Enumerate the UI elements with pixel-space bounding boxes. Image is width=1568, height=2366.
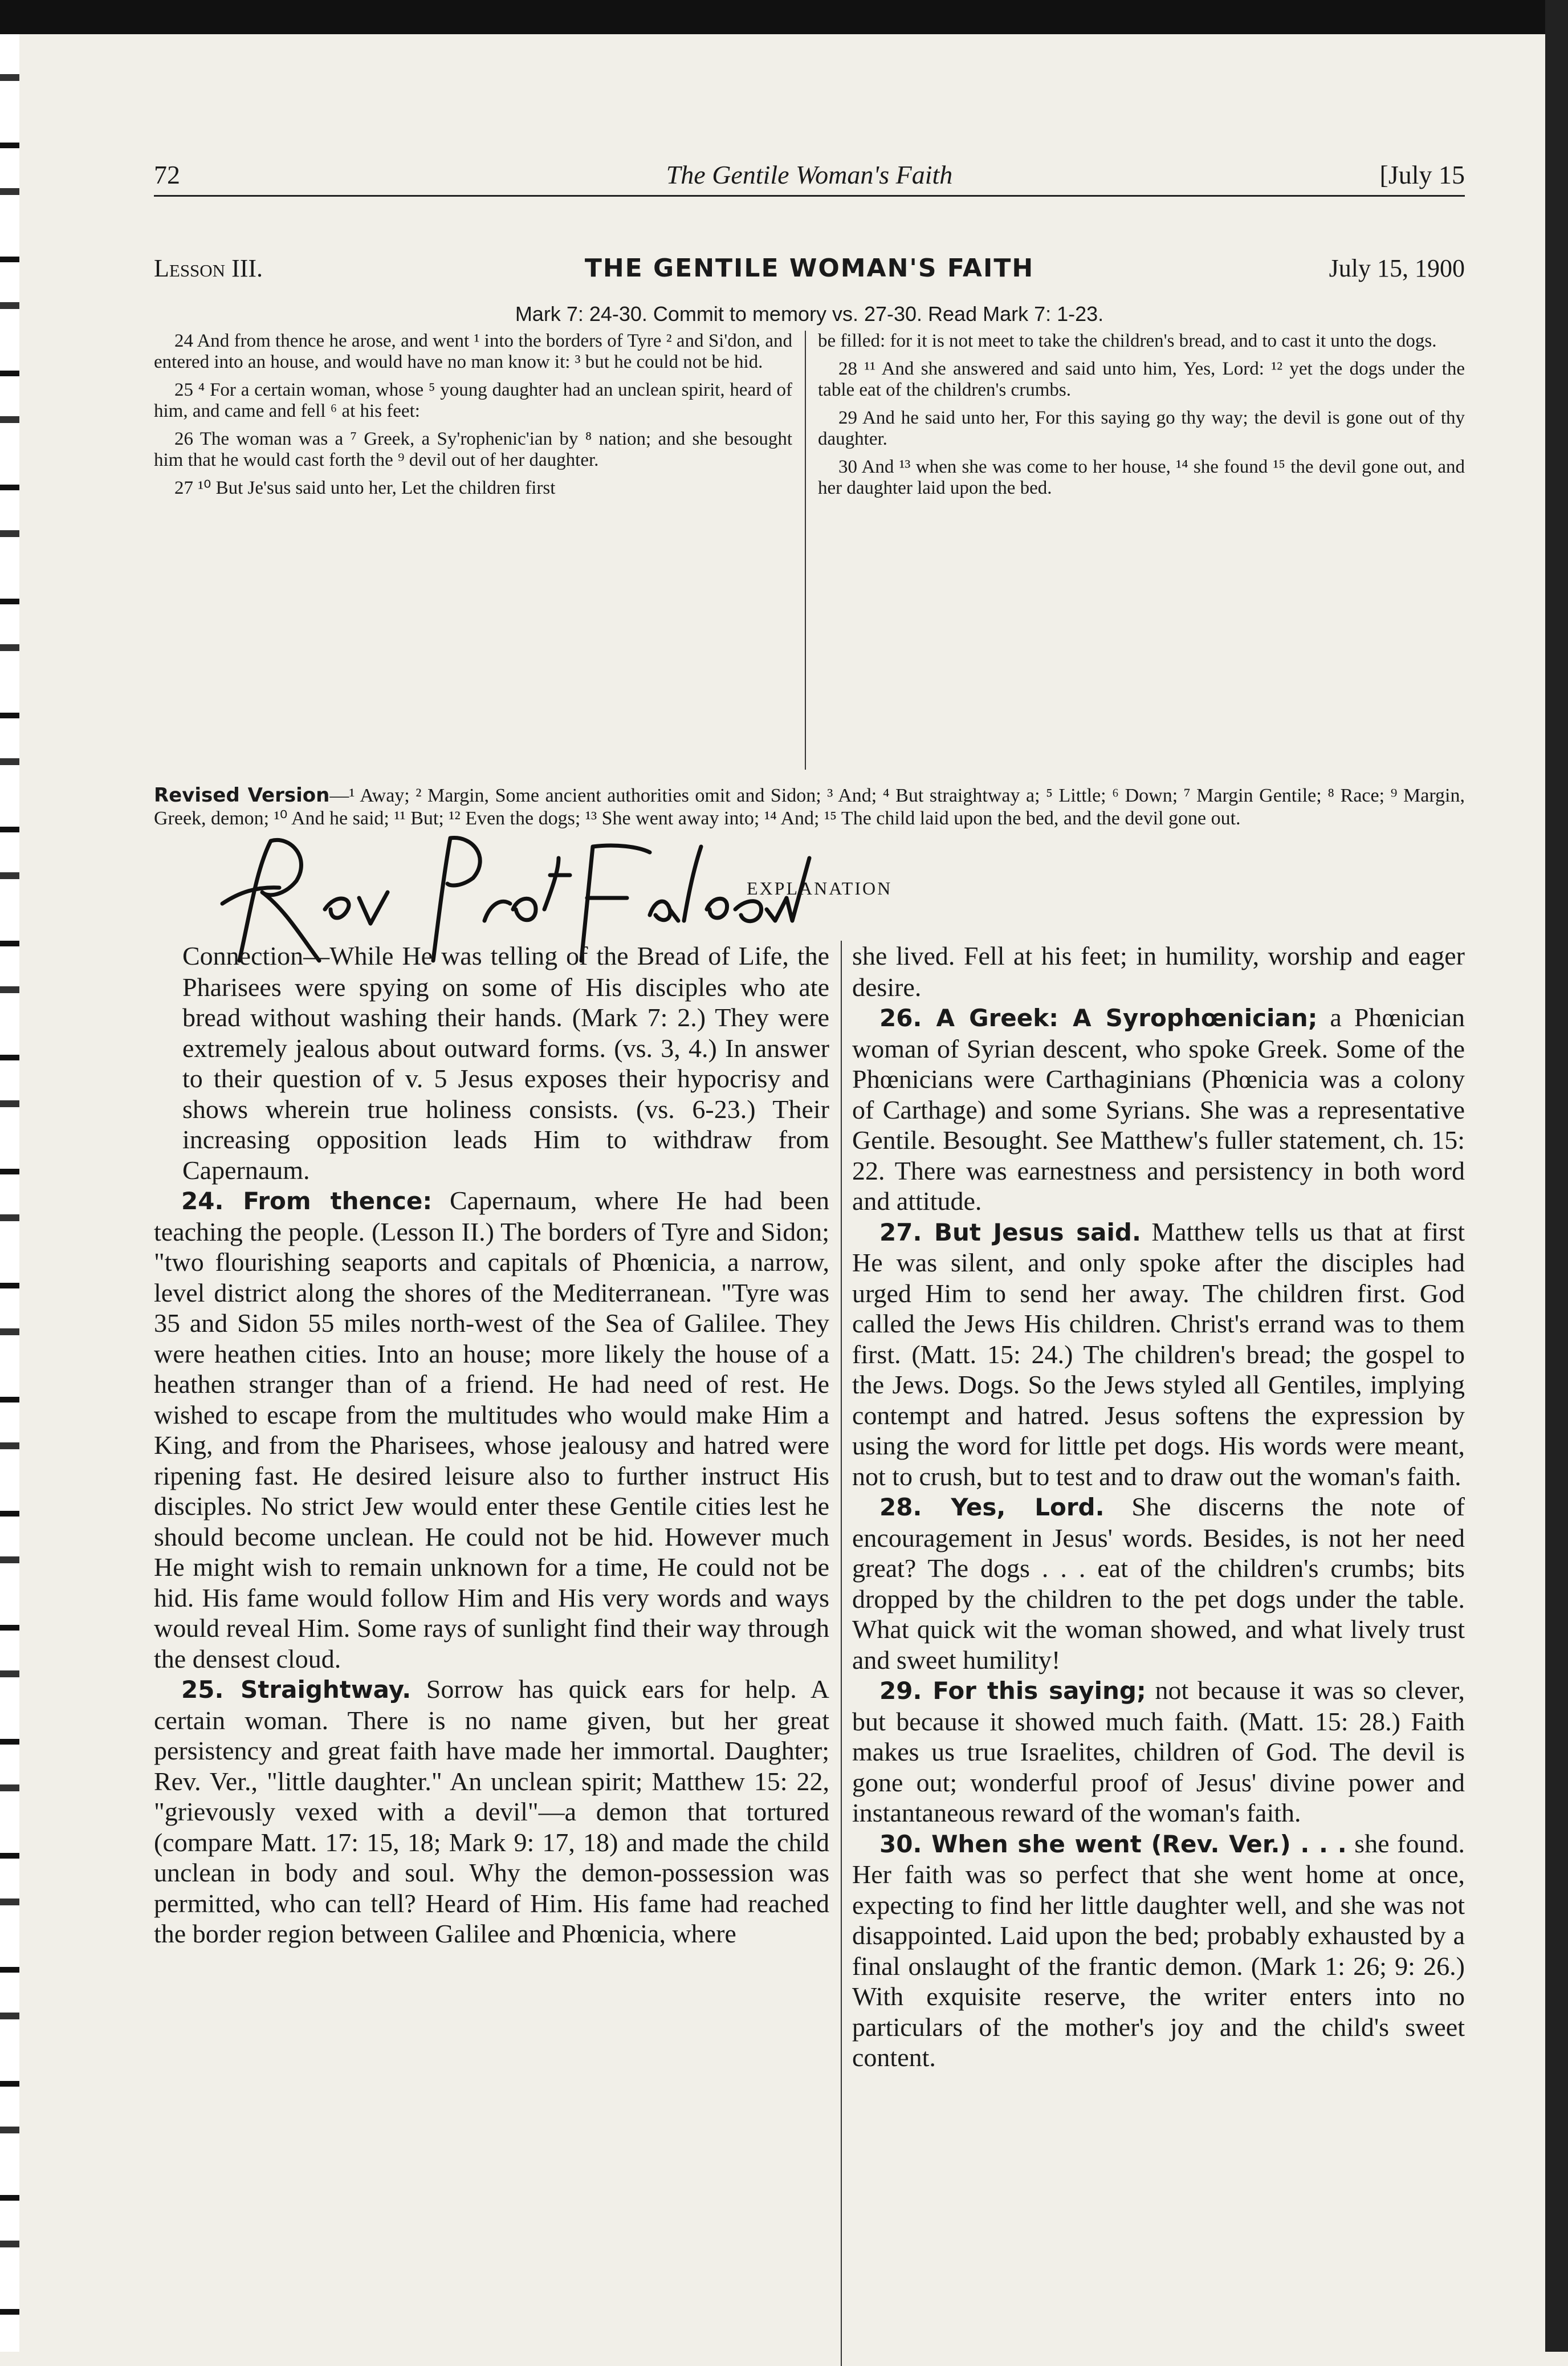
verse-29: 29 And he said unto her, For this saying go thy way; the devil is gone out of thy daughter. [818, 408, 1465, 449]
expl-verse-25-text: Sorrow has quick ears for help. A certain woman. There is no name given, but her great persistency and great faith have made her immortal. Daughter; Rev. Ver., "little daughter." An unclean spirit; Matthew 15: 22, "grievously vexed with a devil"—a demon that tortured (compare Matt. 17: 15, 18; Mark 9: 17, 18) and made the child unclean in body and soul. Why the demon-possession was permitted, who can tell? Heard of Him. His fame had reached the border region between Galilee and Phœnicia, where [154, 1674, 830, 1948]
expl-verse-24-heading: 24. From thence: [181, 1187, 433, 1215]
expl-verse-27-heading: 27. But Jesus said. [879, 1218, 1141, 1246]
lesson-date: July 15, 1900 [1329, 254, 1465, 282]
expl-verse-25 [154, 1674, 829, 1949]
expl-verse-30 [852, 1828, 1465, 2073]
expl-verse-28 [852, 1491, 1465, 1675]
verse-26: 26 The woman was a ⁷ Greek, a Sy'rophenic'ian by ⁸ nation; and she besought him that he would cast forth the ⁹ devil out of her daughter. [154, 429, 792, 470]
expl-verse-25-cont [852, 941, 1465, 1002]
verse-27-cont: be filled: for it is not meet to take the children's bread, and to cast it unto the dogs. [818, 331, 1437, 351]
page-number: 72 [154, 160, 180, 189]
verse-27: 27 ¹⁰ But Je'sus said unto her, Let the children first [174, 478, 556, 498]
expl-verse-26-heading: 26. A Greek: A Syrophœnician; [879, 1004, 1318, 1032]
running-date: [July 15 [1379, 160, 1465, 189]
expl-verse-26-text: a Phœnician woman of Syrian descent, who spoke Greek. Some of the Phœnicians were Carthaginians (Phœnicia was a colony of Carthage) and some Syrians. She was a representative Gentile. Besought. See Matthew's fuller statement, ch. 15: 22. There was earnestness and persistency in both word and attitude. [852, 1003, 1465, 1215]
explanation-right-column [852, 941, 1465, 2073]
explanation-column-divider [841, 941, 842, 2366]
expl-connection-text: Connection—While He was telling of the Bread of Life, the Pharisees were spying on some of His disciples who ate bread without washing their hands. (Mark 7: 2.) They were extremely jealous about outward forms. (vs. 3, 4.) In answer to their question of v. 5 Jesus exposes their hypocrisy and shows wherein true holiness consists. (vs. 6-23.) Their increasing opposition leads Him to withdraw from Capernaum. [182, 941, 829, 1185]
expl-verse-28-text: She discerns the note of encouragement in Jesus' words. Besides, is not her need great? The dogs . . . eat of the children's crumbs; bits dropped by the children to the pet dogs under the table. What quick wit the woman showed, and what lively trust and sweet humility! [852, 1492, 1465, 1674]
scripture-column-divider [805, 331, 806, 770]
scripture-passage [154, 331, 1465, 775]
expl-verse-26 [852, 1002, 1465, 1217]
revised-version-notes [154, 784, 1465, 830]
expl-verse-27 [852, 1217, 1465, 1492]
expl-verse-29 [852, 1675, 1465, 1828]
scan-edge-top [0, 0, 1568, 34]
scan-edge-left [0, 34, 19, 2352]
expl-connection [154, 941, 829, 1185]
expl-verse-29-heading: 29. For this saying; [879, 1677, 1146, 1705]
expl-verse-25-heading: 25. Straightway. [181, 1676, 412, 1704]
revised-version-label: Revised Version [154, 784, 330, 807]
expl-verse-30-text: she found. Her faith was so perfect that she went home at once, expecting to find her little daughter well, and she was not disappointed. Laid upon the bed; probably exhausted by a final onslaught of the frantic demon. (Mark 1: 26; 9: 26.) With exquisite reserve, the writer enters into no particulars of the mother's joy and the child's sweet content. [852, 1828, 1465, 2072]
expl-verse-25-cont-text: she lived. Fell at his feet; in humility, worship and eager desire. [852, 941, 1465, 1002]
expl-verse-30-heading: 30. When she went (Rev. Ver.) . . . [879, 1830, 1347, 1858]
lesson-number: Lesson III. [154, 254, 263, 282]
running-title: The Gentile Woman's Faith [666, 160, 953, 189]
verse-30: 30 And ¹³ when she was come to her house, ¹⁴ she found ¹⁵ the devil gone out, and her daughter laid upon the bed. [818, 457, 1465, 498]
expl-verse-28-heading: 28. Yes, Lord. [879, 1493, 1105, 1521]
scan-edge-right [1545, 0, 1568, 2352]
verse-24: 24 And from thence he arose, and went ¹ into the borders of Tyre ² and Si'don, and entered into an house, and would have no man know it: ³ but he could not be hid. [154, 331, 792, 372]
revised-version-text: —¹ Away; ² Margin, Some ancient authorities omit and Sidon; ³ And; ⁴ But straightway a; ⁵ Little; ⁶ Down; ⁷ Margin Gentile; ⁸ Race; ⁹ Margin, Greek, demon; ¹⁰ And he said; ¹¹ But; ¹² Even the dogs; ¹³ She went away into; ¹⁴ And; ¹⁵ The child laid upon the bed, and the devil gone out. [154, 785, 1465, 829]
verse-25: 25 ⁴ For a certain woman, whose ⁵ young daughter had an unclean spirit, heard of him, and came and fell ⁶ at his feet: [154, 380, 792, 421]
explanation-heading: EXPLANATION [747, 878, 893, 899]
expl-verse-29-text: not because it was so clever, but because it showed much faith. (Matt. 15: 28.) Faith makes us true Israelites, children of God. The devil is gone out; wonderful proof of Jesus' divine power and instantaneous reward of the woman's faith. [852, 1676, 1465, 1827]
explanation-left-column [154, 941, 829, 1949]
header-rule [154, 195, 1465, 197]
scripture-left-column [154, 331, 792, 506]
lesson-reference: Mark 7: 24-30. Commit to memory vs. 27-30. Read Mark 7: 1-23. [515, 302, 1104, 326]
verse-28: 28 ¹¹ And she answered and said unto him, Yes, Lord: ¹² yet the dogs under the table eat of the children's crumbs. [818, 359, 1465, 400]
expl-verse-27-text: Matthew tells us that at first He was silent, and only spoke after the disciples had urged Him to send her away. The children first. God called the Jews His children. Christ's errand was to them first. (Matt. 15: 24.) The children's bread; the gospel to the Jews. Dogs. So the Jews styled all Gentiles, implying contempt and hatred. Jesus softens the expression by using the word for little pet dogs. His words were meant, not to crush, but to test and to draw out the woman's faith. [852, 1217, 1465, 1491]
running-head [154, 160, 1465, 205]
expl-verse-24 [154, 1185, 829, 1674]
lesson-title: THE GENTILE WOMAN'S FAITH [584, 254, 1035, 283]
expl-verse-24-text: Capernaum, where He had been teaching the people. (Lesson II.) The borders of Tyre and Sidon; "two flourishing seaports and capitals of Phœnicia, a narrow, level district along the shores of the Mediterranean. "Tyre was 35 and Sidon 55 miles north-west of the Sea of Galilee. They were heathen cities. Into an house; more likely the house of a heathen stranger than of a friend. He had need of rest. He wished to escape from the multitudes who would make Him a King, and from the Pharisees, whose jealousy and hatred were ripening fast. He desired leisure also to further instruct His disciples. No strict Jew would enter these Gentile cities lest he should become unclean. He could not be hid. However much He might wish to remain unknown for a time, He could not be hid. His fame would follow Him and His very words and ways would reveal Him. Some rays of sunlight find their way through the densest cloud. [154, 1186, 829, 1673]
scripture-right-column [818, 331, 1465, 506]
